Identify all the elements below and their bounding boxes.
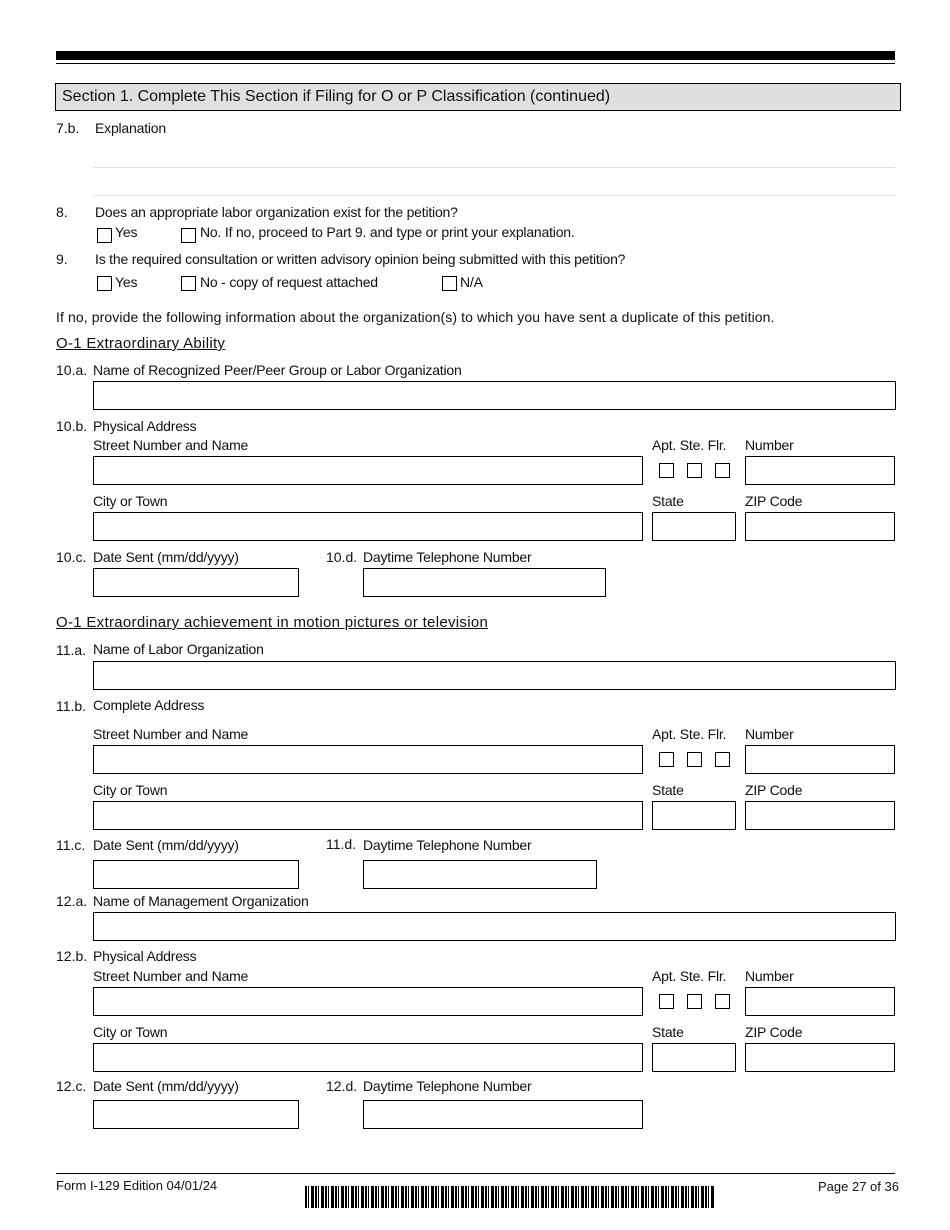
q11b-number-input[interactable] [745, 745, 895, 774]
q9-na-label: N/A [460, 274, 483, 290]
q10b-number: 10.b. [56, 418, 88, 434]
q9-yes-checkbox[interactable] [97, 276, 112, 291]
q10c-number: 10.c. [56, 549, 87, 565]
q10b-state-label: State [652, 493, 684, 509]
q11b-city-label: City or Town [93, 782, 168, 798]
q8-yes-checkbox[interactable] [97, 228, 112, 243]
q12b-apt-checkbox[interactable] [659, 994, 674, 1009]
explanation-line-1[interactable] [93, 167, 895, 168]
q8-yes-label: Yes [115, 224, 138, 240]
q10b-city-label: City or Town [93, 493, 168, 509]
q9-no-label: No - copy of request attached [200, 274, 378, 290]
q9-no-checkbox[interactable] [181, 276, 196, 291]
footer-rule [56, 1173, 895, 1174]
q11b-flr-checkbox[interactable] [715, 752, 730, 767]
q9-number: 9. [56, 251, 68, 267]
q11c-input[interactable] [93, 860, 299, 889]
q11c-number: 11.c. [56, 837, 86, 853]
q11b-ste-checkbox[interactable] [687, 752, 702, 767]
q11a-number: 11.a. [56, 642, 87, 658]
q12b-number-input[interactable] [745, 987, 895, 1016]
q12d-number: 12.d. [326, 1078, 358, 1094]
q10d-label: Daytime Telephone Number [363, 549, 532, 565]
q12b-ste-checkbox[interactable] [687, 994, 702, 1009]
q10b-state-input[interactable] [652, 512, 736, 541]
q11b-zip-label: ZIP Code [745, 782, 803, 798]
q10b-street-label: Street Number and Name [93, 437, 249, 453]
o1-ability-heading: O-1 Extraordinary Ability [56, 335, 226, 352]
q12d-label: Daytime Telephone Number [363, 1078, 532, 1094]
q7b-number: 7.b. [56, 120, 80, 136]
q11b-street-input[interactable] [93, 745, 643, 774]
q11b-apt-checkbox[interactable] [659, 752, 674, 767]
q10c-label: Date Sent (mm/dd/yyyy) [93, 549, 239, 565]
q12b-state-input[interactable] [652, 1043, 736, 1072]
q10a-label: Name of Recognized Peer/Peer Group or Labor Organization [93, 362, 462, 378]
barcode [305, 1186, 715, 1208]
q11d-label: Daytime Telephone Number [363, 837, 532, 853]
q11d-input[interactable] [363, 860, 597, 889]
q10b-label: Physical Address [93, 418, 197, 434]
q11b-label: Complete Address [93, 697, 205, 713]
q12d-input[interactable] [363, 1100, 643, 1129]
q12b-state-label: State [652, 1024, 684, 1040]
q10b-number-input[interactable] [745, 456, 895, 485]
q8-no-checkbox[interactable] [181, 228, 196, 243]
q12a-number: 12.a. [56, 893, 88, 909]
info-text: If no, provide the following information about the organization(s) to which you have sent a duplicate of this petition. [56, 309, 775, 325]
q12c-input[interactable] [93, 1100, 299, 1129]
q10b-flr-checkbox[interactable] [715, 463, 730, 478]
q10b-ste-checkbox[interactable] [687, 463, 702, 478]
q10d-input[interactable] [363, 568, 606, 597]
q12b-number: 12.b. [56, 948, 88, 964]
explanation-line-2[interactable] [93, 195, 895, 196]
q10b-apt-checkbox[interactable] [659, 463, 674, 478]
q11b-street-label: Street Number and Name [93, 726, 249, 742]
q12c-number: 12.c. [56, 1078, 87, 1094]
q11b-zip-input[interactable] [745, 801, 895, 830]
q11b-state-input[interactable] [652, 801, 736, 830]
q12b-city-label: City or Town [93, 1024, 168, 1040]
q12a-input[interactable] [93, 912, 896, 941]
q11a-label: Name of Labor Organization [93, 641, 264, 657]
q11d-number: 11.d. [326, 836, 357, 852]
q10a-number: 10.a. [56, 362, 88, 378]
q12b-zip-input[interactable] [745, 1043, 895, 1072]
q11b-city-input[interactable] [93, 801, 643, 830]
q9-question: Is the required consultation or written advisory opinion being submitted with this petition? [95, 251, 626, 267]
q8-question: Does an appropriate labor organization exist for the petition? [95, 204, 458, 220]
q11a-input[interactable] [93, 661, 896, 690]
q10b-zip-input[interactable] [745, 512, 895, 541]
q11c-label: Date Sent (mm/dd/yyyy) [93, 837, 239, 853]
q12b-apt-label: Apt. Ste. Flr. [652, 968, 727, 984]
q10c-input[interactable] [93, 568, 299, 597]
q10b-apt-label: Apt. Ste. Flr. [652, 437, 727, 453]
q12b-label: Physical Address [93, 948, 197, 964]
q12b-city-input[interactable] [93, 1043, 643, 1072]
q7b-label: Explanation [95, 120, 166, 136]
q10d-number: 10.d. [326, 549, 358, 565]
q9-yes-label: Yes [115, 274, 138, 290]
o1-motion-heading: O-1 Extraordinary achievement in motion pictures or television [56, 614, 489, 631]
q8-no-label: No. If no, proceed to Part 9. and type or print your explanation. [200, 224, 575, 240]
q8-number: 8. [56, 204, 68, 220]
q12b-number-label: Number [745, 968, 794, 984]
q12a-label: Name of Management Organization [93, 893, 309, 909]
q9-na-checkbox[interactable] [442, 276, 457, 291]
q12c-label: Date Sent (mm/dd/yyyy) [93, 1078, 239, 1094]
q10b-zip-label: ZIP Code [745, 493, 803, 509]
footer-page-number: Page 27 of 36 [818, 1179, 899, 1194]
section-header: Section 1. Complete This Section if Filing for O or P Classification (continued) [55, 83, 901, 111]
q12b-street-label: Street Number and Name [93, 968, 249, 984]
q12b-flr-checkbox[interactable] [715, 994, 730, 1009]
q12b-zip-label: ZIP Code [745, 1024, 803, 1040]
q11b-number-label: Number [745, 726, 794, 742]
q10b-city-input[interactable] [93, 512, 643, 541]
top-rule-thick [56, 51, 895, 60]
q12b-street-input[interactable] [93, 987, 643, 1016]
q10b-street-input[interactable] [93, 456, 643, 485]
top-rule-thin [56, 63, 895, 64]
q11b-number: 11.b. [56, 698, 87, 714]
q10b-number-label: Number [745, 437, 794, 453]
footer-form-edition: Form I-129 Edition 04/01/24 [56, 1178, 218, 1193]
q10a-input[interactable] [93, 381, 896, 410]
q11b-apt-label: Apt. Ste. Flr. [652, 726, 727, 742]
q11b-state-label: State [652, 782, 684, 798]
